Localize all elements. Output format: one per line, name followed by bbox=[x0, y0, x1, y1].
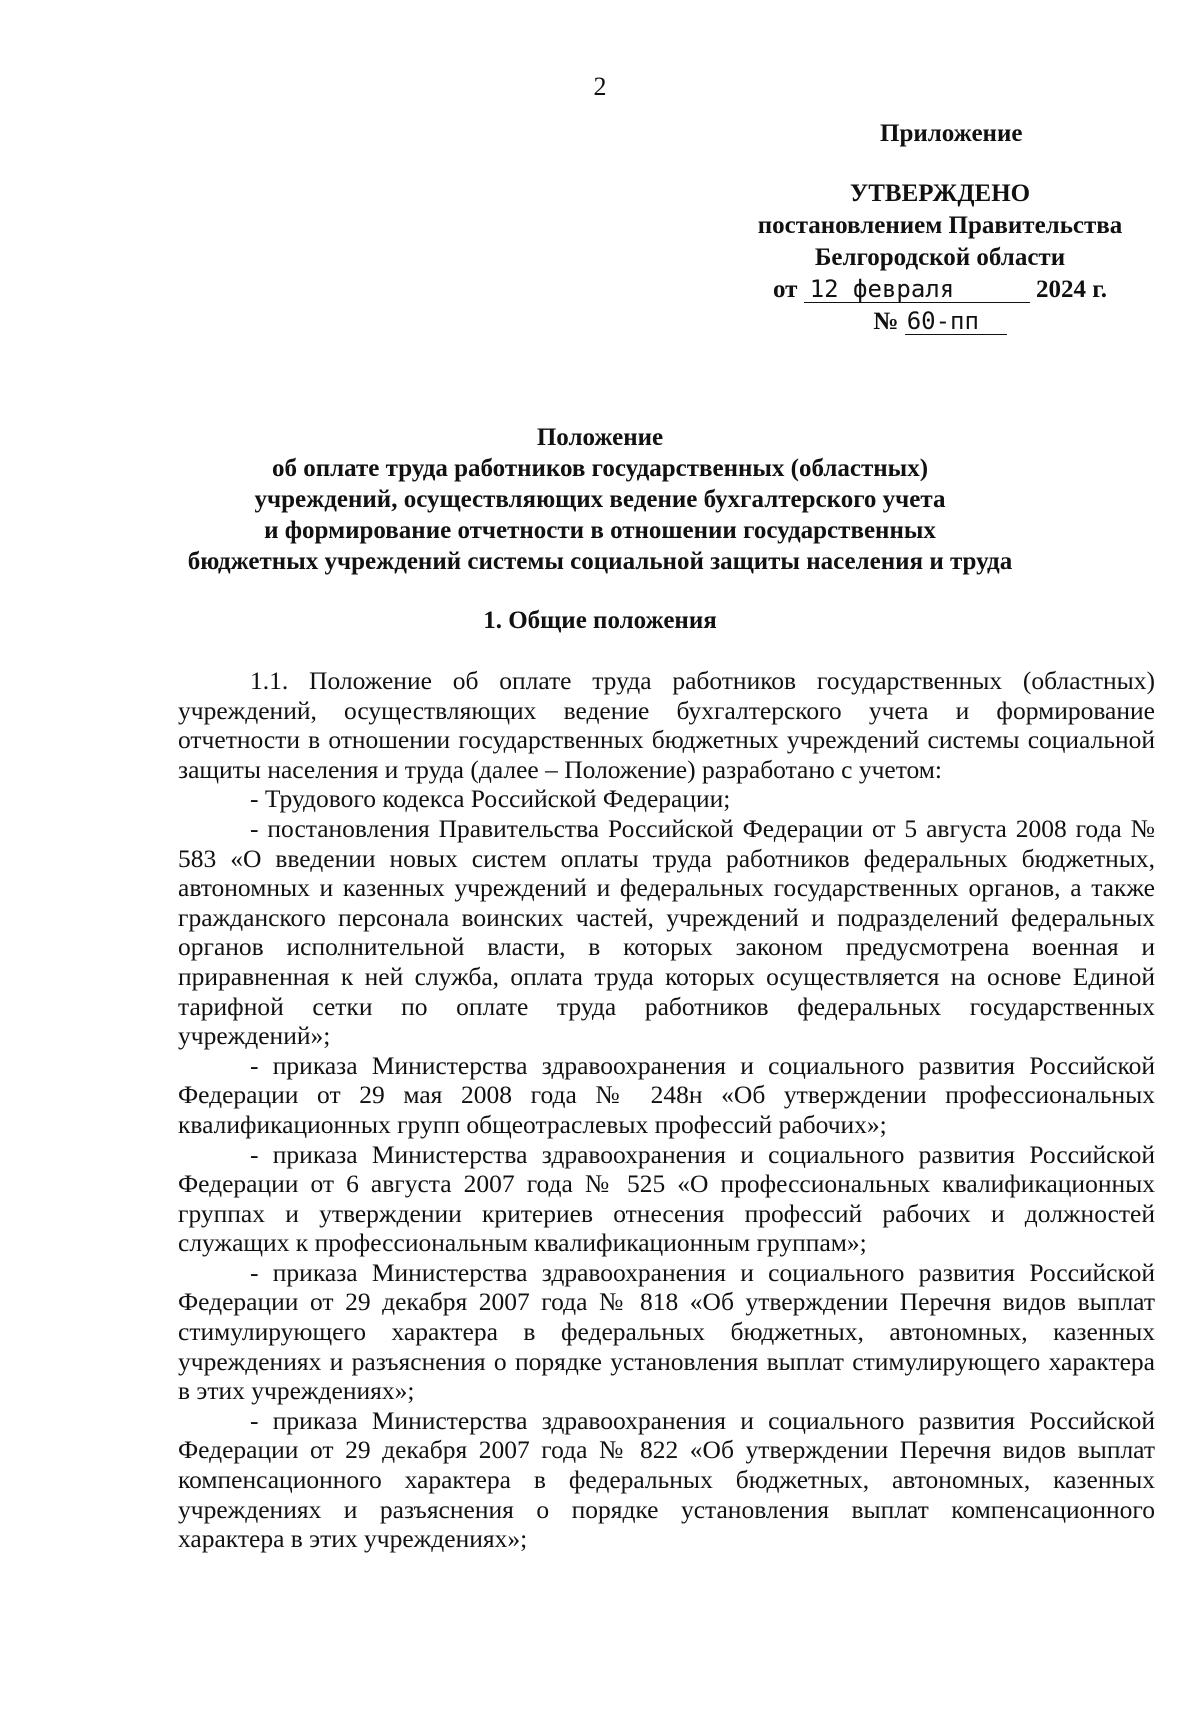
title-line-4: и формирование отчетности в отношении государственных bbox=[264, 517, 936, 544]
date-value: 12 февраля bbox=[804, 276, 1030, 303]
approved-by-line-1: постановлением Правительства bbox=[757, 212, 1123, 239]
number-prefix: № bbox=[873, 308, 899, 335]
paragraph: - Трудового кодекса Российской Федерации; bbox=[250, 784, 731, 814]
approval-number-line bbox=[740, 306, 1140, 338]
paragraph: - приказа Министерства здравоохранения и социального развития Российской Федерации от 29 мая 2008 года № 248н «Об утверждении профессиональных квалификационных групп общеотраслевых профессий рабочих»; bbox=[178, 1050, 1155, 1139]
page-number: 2 bbox=[593, 72, 607, 101]
title-line-3: учреждений, осуществляющих ведение бухгалтерского учета bbox=[254, 486, 946, 513]
year: 2024 г. bbox=[1035, 276, 1107, 303]
section-body bbox=[178, 666, 1155, 1554]
paragraph: - приказа Министерства здравоохранения и социального развития Российской Федерации от 29 декабря 2007 года № 822 «Об утверждении Перечня видов выплат компенсационного характера в федеральных бюджетных, автономных, казенных учреждениях и разъяснения о порядке установления выплат компенсационного характера в этих учреждениях»; bbox=[178, 1405, 1155, 1554]
appendix-label: Приложение bbox=[880, 120, 1023, 147]
title-line-1: Положение bbox=[536, 424, 664, 451]
approved-by-line-2: Белгородской области bbox=[814, 244, 1066, 271]
paragraph: - приказа Министерства здравоохранения и социального развития Российской Федерации от 29 декабря 2007 года № 818 «Об утверждении Перечня видов выплат стимулирующего характера в федеральных бюджетных, автономных, казенных учреждениях и разъяснения о порядке установления выплат стимулирующего характера в этих учреждениях»; bbox=[178, 1257, 1155, 1406]
paragraph: 1.1. Положение об оплате труда работников государственных (областных) учреждений, осуществляющих ведение бухгалтерского учета и формирование отчетности в отношении государственных бюджетных учреждений системы социальной защиты населения и труда (далее – Положение) разработано с учетом: bbox=[178, 666, 1155, 784]
paragraph: - постановления Правительства Российской Федерации от 5 августа 2008 года № 583 «О введении новых систем оплаты труда работников федеральных бюджетных, автономных и казенных учреждений и федеральных государственных органов, а также гражданского персонала воинских частей, учреждений и подразделений федеральных органов исполнительной власти, в которых законом предусмотрена военная и приравненная к ней служба, оплата труда которых осуществляется на основе Единой тарифной сетки по оплате труда работников федеральных государственных учреждений»; bbox=[178, 813, 1155, 1051]
approved-heading: УТВЕРЖДЕНО bbox=[849, 180, 1031, 207]
paragraph: - приказа Министерства здравоохранения и социального развития Российской Федерации от 6 августа 2007 года № 525 «О профессиональных квалификационных группах и утверждении критериев отнесения профессий рабочих и должностей служащих к профессиональным квалификационным группам»; bbox=[178, 1139, 1155, 1258]
date-prefix: от bbox=[773, 276, 798, 303]
approval-stamp-block bbox=[740, 178, 1140, 338]
approval-date-line bbox=[740, 274, 1140, 306]
section-heading: 1. Общие положения bbox=[483, 607, 717, 634]
title-line-5: бюджетных учреждений системы социальной защиты населения и труда bbox=[187, 548, 1013, 575]
number-value: 60-пп bbox=[905, 308, 1007, 335]
document-title bbox=[0, 422, 1200, 577]
title-line-2: об оплате труда работников государственных (областных) bbox=[271, 455, 929, 482]
